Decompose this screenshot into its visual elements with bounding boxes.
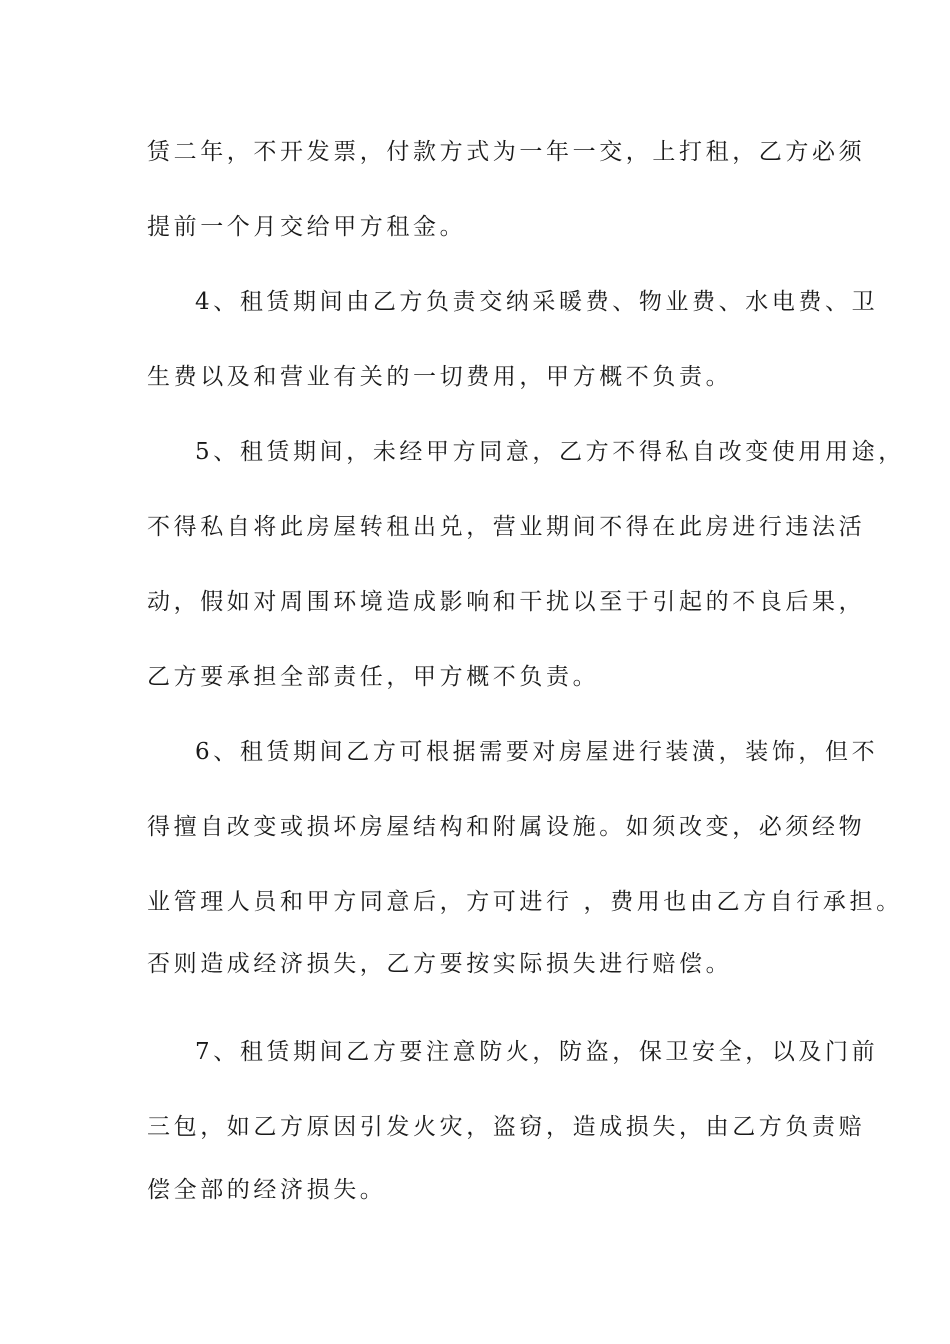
text-line [0, 944, 950, 984]
line-text: 乙方要承担全部责任，甲方概不负责。 [147, 664, 600, 690]
line-text: 赁二年，不开发票，付款方式为一年一交，上打租，乙方必须 [147, 139, 866, 165]
line-text: 偿全部的经济损失。 [147, 1177, 387, 1203]
line-text: 业管理人员和甲方同意后，方可进行 ，费用也由乙方自行承担。 [147, 889, 903, 915]
text-line [0, 882, 950, 922]
line-text: 得擅自改变或损坏房屋结构和附属设施。如须改变，必须经物 [147, 814, 866, 840]
paragraph-first-line [0, 282, 950, 322]
text-line [0, 207, 950, 247]
line-text: 提前一个月交给甲方租金。 [147, 214, 467, 240]
paragraph-first-line [0, 432, 950, 472]
paragraph-first-line [0, 1032, 950, 1072]
text-line [0, 657, 950, 697]
line-text: 否则造成经济损失，乙方要按实际损失进行赔偿。 [147, 951, 733, 977]
line-text: 不得私自将此房屋转租出兑，营业期间不得在此房进行违法活 [147, 514, 866, 540]
text-line [0, 357, 950, 397]
paragraph-first-line [0, 732, 950, 772]
line-text: 动，假如对周围环境造成影响和干扰以至于引起的不良后果， [147, 589, 866, 615]
line-text: 5、租赁期间，未经甲方同意，乙方不得私自改变使用用途， [195, 439, 905, 465]
line-text: 4、租赁期间由乙方负责交纳采暖费、物业费、水电费、卫 [195, 289, 879, 315]
text-line [0, 807, 950, 847]
text-line [0, 132, 950, 172]
text-line [0, 582, 950, 622]
text-line [0, 507, 950, 547]
text-line [0, 1170, 950, 1210]
line-text: 7、租赁期间乙方要注意防火，防盗，保卫安全，以及门前 [195, 1039, 879, 1065]
line-text: 生费以及和营业有关的一切费用，甲方概不负责。 [147, 364, 733, 390]
text-line [0, 1107, 950, 1147]
line-text: 三包，如乙方原因引发火灾，盗窃，造成损失，由乙方负责赔 [147, 1114, 866, 1140]
line-text: 6、租赁期间乙方可根据需要对房屋进行装潢，装饰，但不 [195, 739, 879, 765]
